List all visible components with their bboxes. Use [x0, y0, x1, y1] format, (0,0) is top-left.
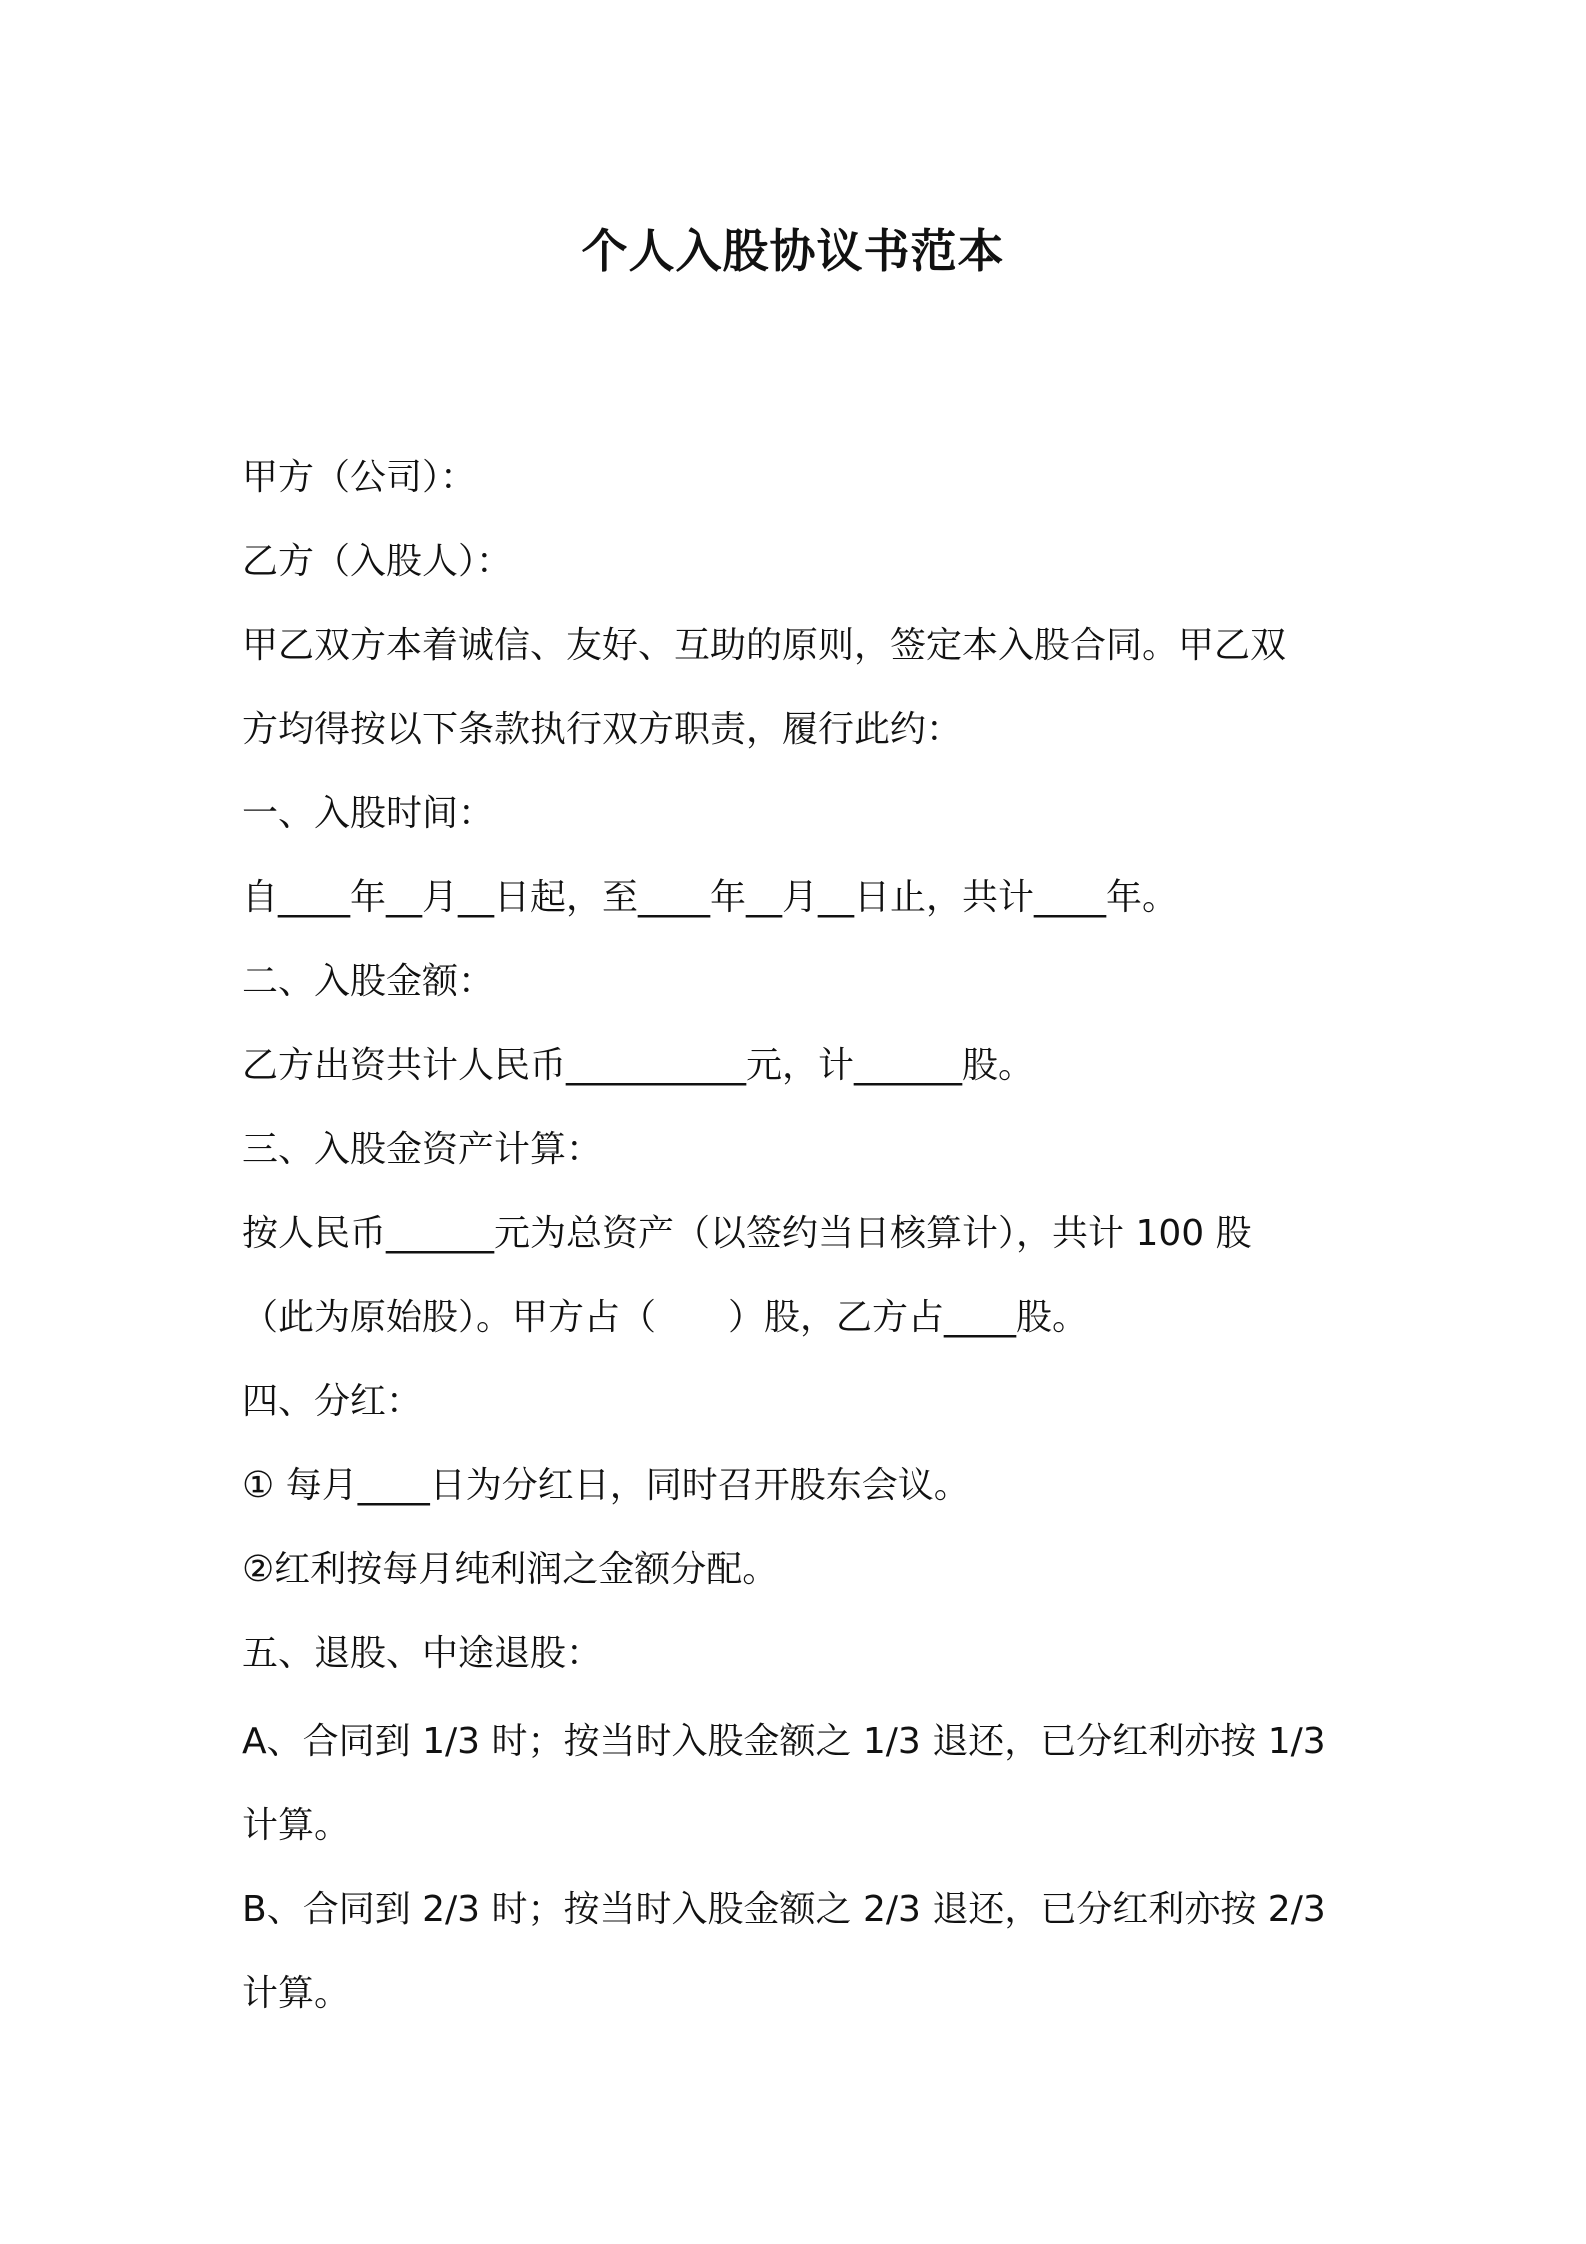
section-5-item-a-line-2: 计算。: [242, 1805, 351, 1846]
section-5-item-b-line-2: 计算。: [242, 1973, 351, 2014]
section-3-body-line-2: （此为原始股）。甲方占（ ）股，乙方占____股。: [242, 1297, 1089, 1338]
section-3-heading: 三、入股金资产计算：: [242, 1129, 603, 1170]
section-2-body: 乙方出资共计人民币__________元，计______股。: [242, 1045, 1035, 1086]
section-4-item-1: ① 每月____日为分红日，同时召开股东会议。: [242, 1465, 970, 1506]
preamble-line-2: 方均得按以下条款执行双方职责，履行此约：: [242, 709, 963, 750]
document-title: 个人入股协议书范本: [581, 224, 1005, 278]
section-2-heading: 二、入股金额：: [242, 961, 495, 1002]
section-4-item-2: ②红利按每月纯利润之金额分配。: [242, 1549, 779, 1590]
section-5-heading: 五、退股、中途退股：: [242, 1633, 603, 1674]
section-4-heading: 四、分红：: [242, 1381, 423, 1422]
section-5-item-b-line-1: B、合同到 2/3 时；按当时入股金额之 2/3 退还，已分红利亦按 2/3: [242, 1889, 1326, 1930]
party-a-line: 甲方（公司）：: [242, 457, 477, 498]
preamble-line-1: 甲乙双方本着诚信、友好、互助的原则，签定本入股合同。甲乙双: [242, 625, 1287, 666]
party-b-line: 乙方（入股人）：: [242, 541, 513, 582]
section-1-heading: 一、入股时间：: [242, 793, 495, 834]
section-1-body: 自____年__月__日起，至____年__月__日止，共计____年。: [242, 877, 1179, 918]
section-5-item-a-line-1: A、合同到 1/3 时；按当时入股金额之 1/3 退还，已分红利亦按 1/3: [242, 1721, 1326, 1762]
section-3-body-line-1: 按人民币______元为总资产（以签约当日核算计），共计 100 股: [242, 1213, 1252, 1254]
